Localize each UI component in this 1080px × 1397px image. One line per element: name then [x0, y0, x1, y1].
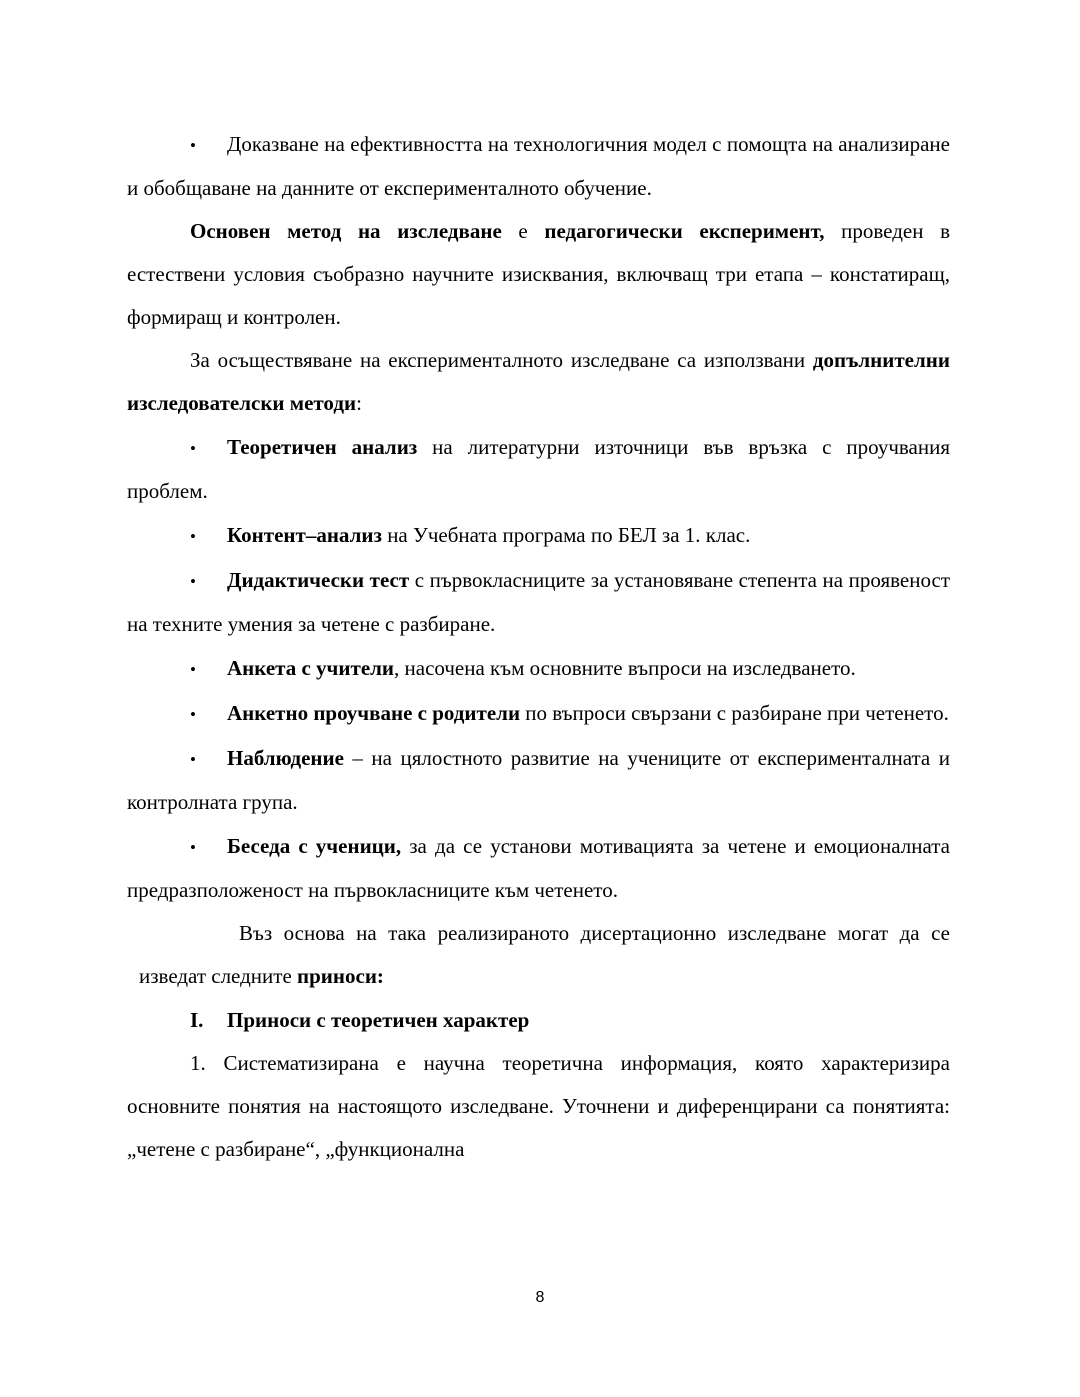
- method-name: Контент–анализ: [227, 523, 382, 547]
- additional-methods-intro: [127, 339, 950, 425]
- method-name: Теоретичен анализ: [227, 435, 418, 459]
- bullet-icon: •: [190, 439, 196, 458]
- section-heading: [127, 999, 950, 1042]
- bullet-icon: •: [190, 660, 196, 679]
- bullet-icon: •: [190, 705, 196, 724]
- bullet-icon: •: [190, 838, 196, 857]
- method-name: Анкета с учители: [227, 656, 395, 680]
- bullet-icon: •: [190, 527, 196, 546]
- main-method-paragraph: [127, 210, 950, 339]
- section-title: Приноси с теоретичен характер: [227, 1008, 530, 1032]
- method-item: [127, 426, 950, 513]
- conclusion-paragraph: [127, 912, 950, 998]
- section-numeral: I.: [190, 1008, 204, 1032]
- page-body: [127, 122, 950, 1171]
- method-name: Анкетно проучване с родители: [227, 701, 521, 725]
- objective-paragraph: [127, 123, 950, 210]
- additional-methods-label: допълнителни изследователски методи: [127, 348, 950, 415]
- method-description: за да се установи мотивацията за четене и емоционалната предразположеност на първокласниците към четенето.: [127, 834, 951, 902]
- additional-methods-colon: :: [356, 391, 362, 415]
- method-description: по въпроси свързани с разбиране при четенето.: [520, 701, 949, 725]
- main-method-connector: е: [501, 219, 545, 243]
- main-method-name: педагогически експеримент,: [544, 219, 825, 243]
- contribution-number: 1.: [190, 1051, 206, 1075]
- method-item: [127, 647, 950, 691]
- additional-methods-text: За осъществяване на експерименталното изследване са използвани: [190, 348, 813, 372]
- method-item: [127, 692, 950, 736]
- contribution-item: [127, 1042, 950, 1171]
- bullet-icon: •: [190, 572, 196, 591]
- contributions-label: приноси:: [297, 964, 384, 988]
- page-number: 8: [535, 1289, 545, 1306]
- method-item: [127, 737, 950, 824]
- method-item: [127, 514, 950, 558]
- contribution-text: Систематизирана е научна теоретична информация, която характеризира основните понятия на настоящото изследване. Уточнени и диференцирани са понятията: „четене с разбиране“, „функционална: [127, 1051, 950, 1161]
- main-method-description: проведен в естествени условия съобразно научните изисквания, включващ три етапа – констатиращ, формиращ и контролен.: [127, 219, 951, 329]
- main-method-label: Основен метод на изследване: [190, 219, 502, 243]
- bullet-icon: •: [190, 136, 196, 155]
- conclusion-text: Въз основа на така реализираното дисертационно изследване могат да се изведат следните: [139, 921, 950, 988]
- method-name: Беседа с ученици,: [227, 834, 402, 858]
- method-name: Дидактически тест: [227, 568, 410, 592]
- method-description: на литературни източници във връзка с проучвания проблем.: [127, 435, 950, 503]
- objective-text: Доказване на ефективността на технологичния модел с помощта на анализиране и обобщаване на данните от експерименталното обучение.: [127, 132, 950, 200]
- method-description: – на цялостното развитие на учениците от експерименталната и контролната група.: [127, 746, 950, 814]
- method-description: с първокласниците за установяване степента на проявеност на техните умения за четене с разбиране.: [127, 568, 951, 636]
- method-name: Наблюдение: [227, 746, 344, 770]
- method-item: [127, 825, 950, 912]
- method-description: на Учебната програма по БЕЛ за 1. клас.: [381, 523, 751, 547]
- method-description: , насочена към основните въпроси на изследването.: [394, 656, 856, 680]
- method-item: [127, 559, 950, 646]
- bullet-icon: •: [190, 750, 196, 769]
